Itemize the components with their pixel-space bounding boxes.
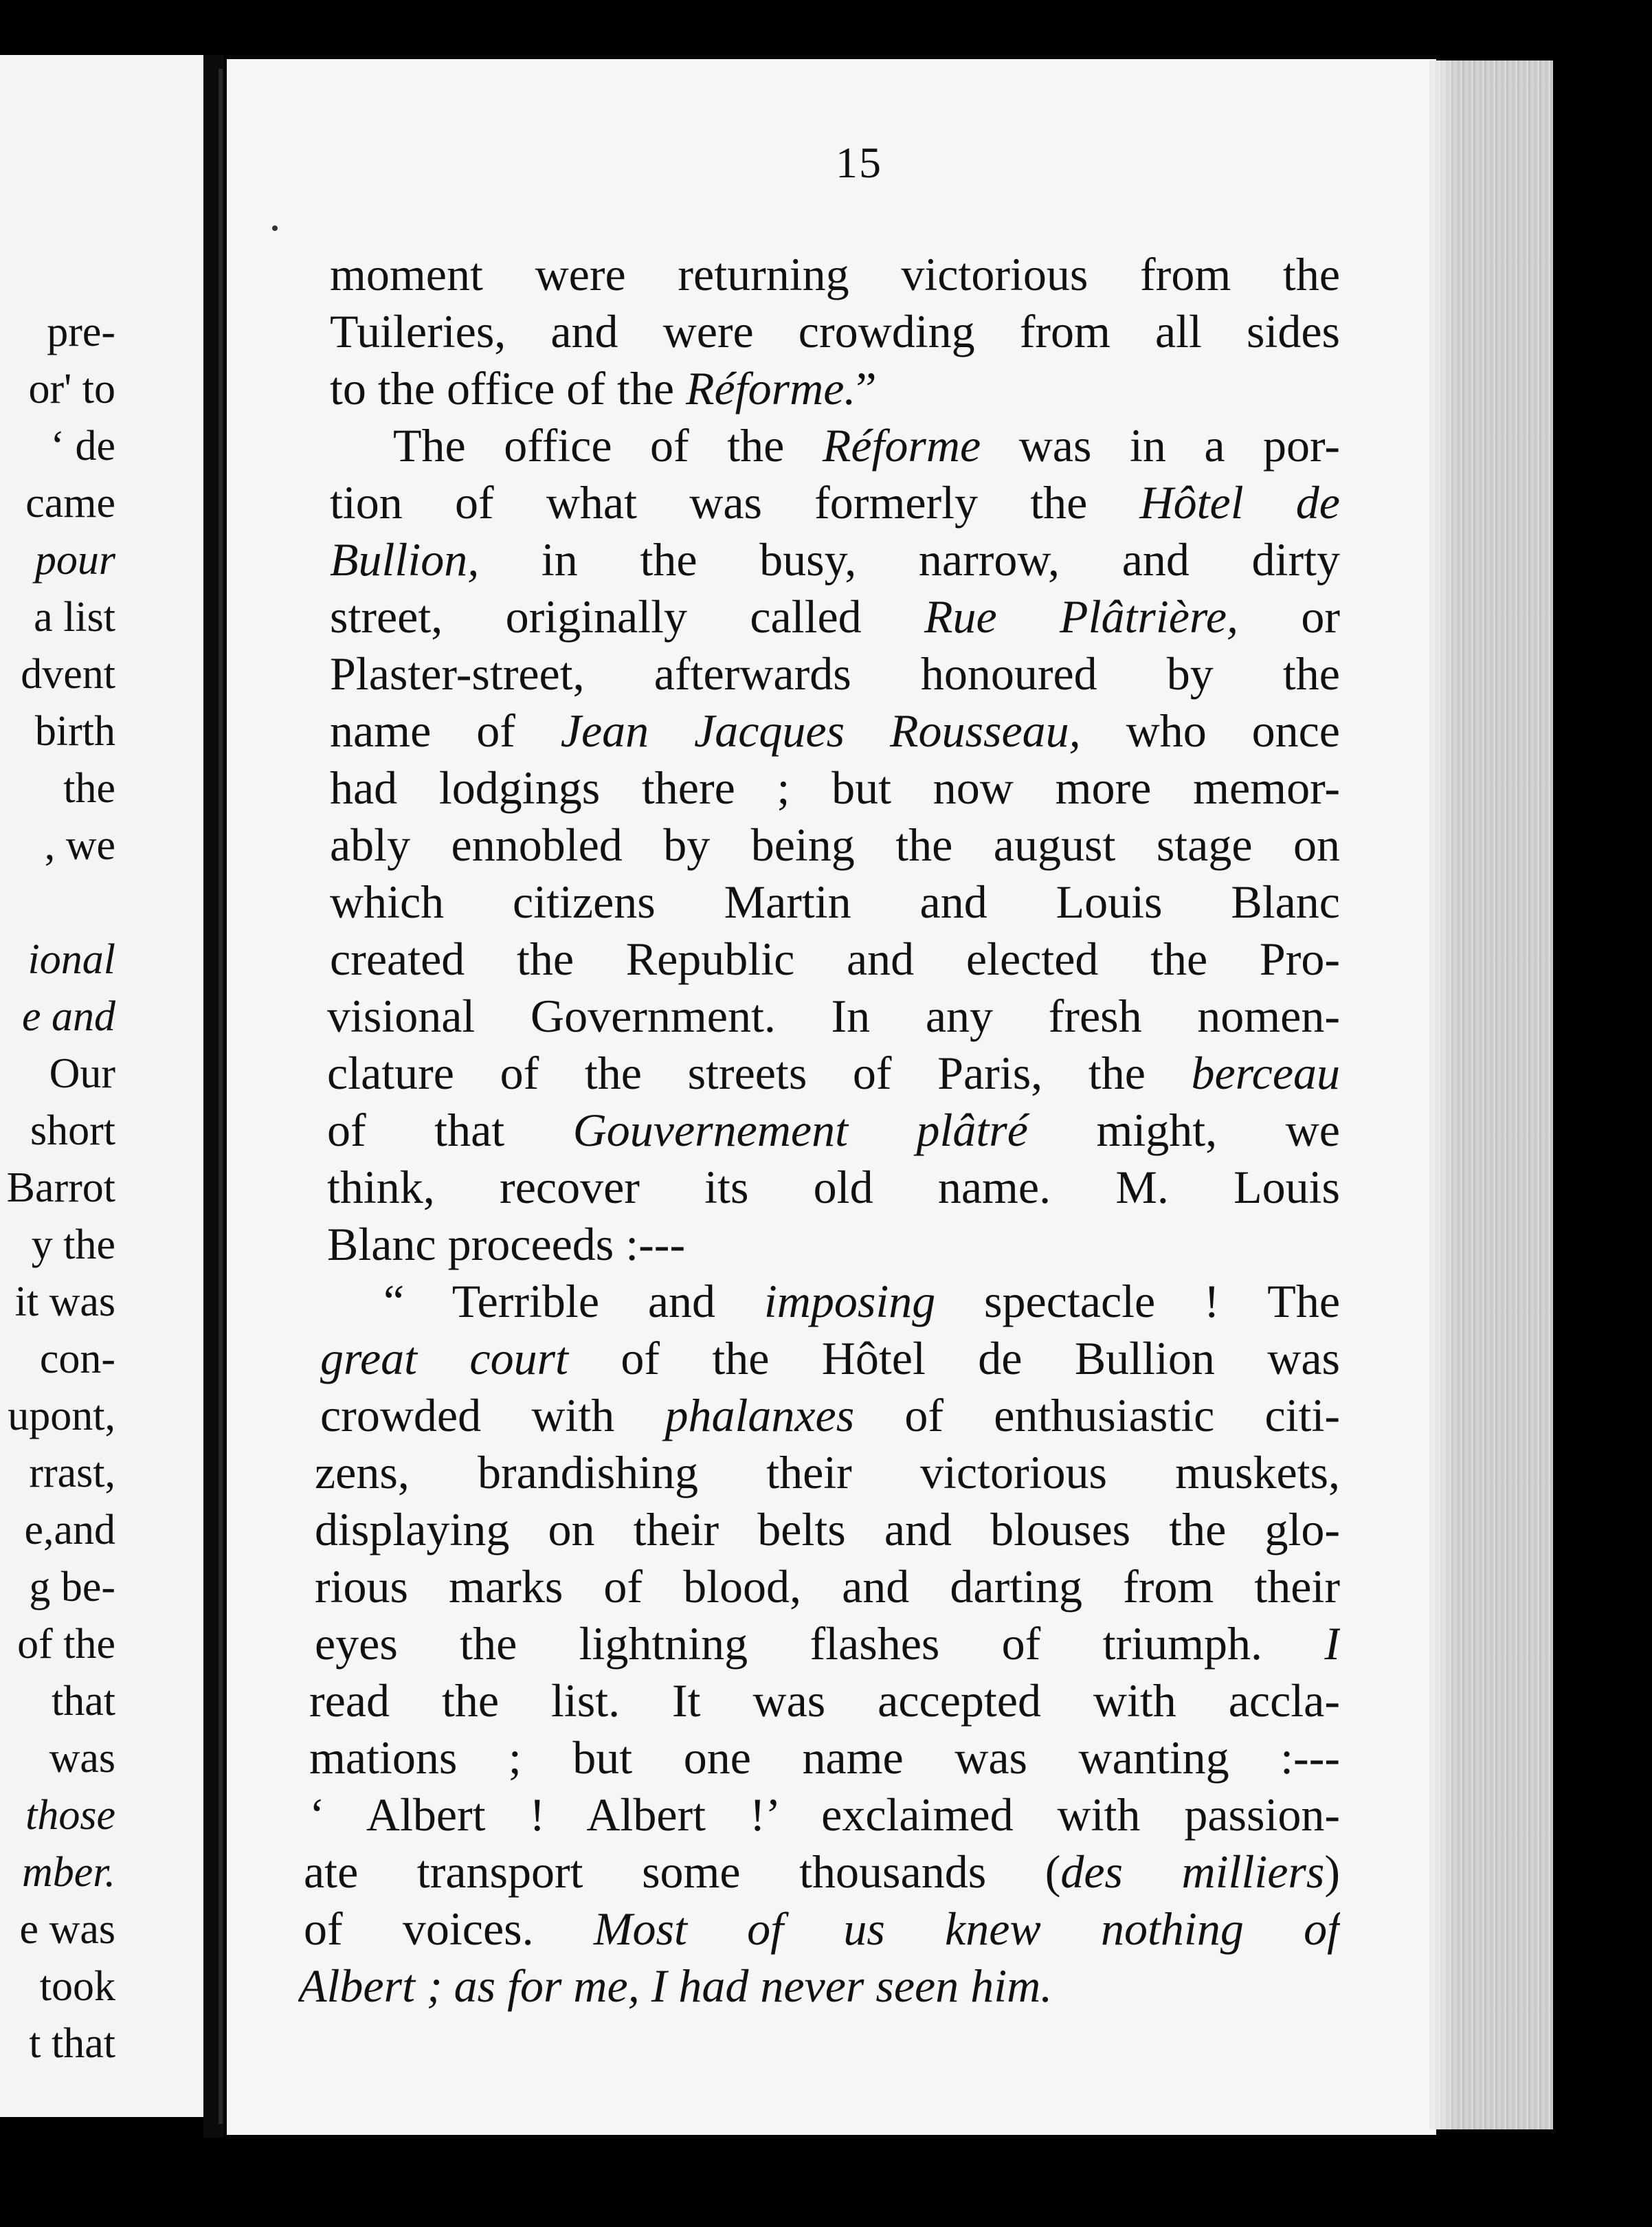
roman-text: eyes the lightning flashes of triumph. <box>315 1617 1325 1670</box>
roman-text: name of <box>330 705 561 757</box>
left-fragment-line: came <box>25 480 115 527</box>
left-fragment-line: took <box>39 1963 115 2010</box>
italic-text: des milliers <box>1060 1846 1325 1898</box>
roman-text: who once <box>1080 705 1340 757</box>
roman-text: had lodgings there ; but now more memor- <box>330 762 1340 814</box>
text-line <box>330 760 1340 817</box>
left-fragment-line: was <box>49 1735 115 1782</box>
roman-text: The office of the <box>393 419 823 472</box>
left-fragment-line: or' to <box>28 366 115 412</box>
left-fragment-line: those <box>25 1792 115 1839</box>
left-fragment-line: dvent <box>21 651 115 698</box>
text-line <box>330 931 1340 988</box>
roman-text: was in a por- <box>981 419 1340 472</box>
left-fragment-line: upont, <box>8 1393 115 1439</box>
roman-text: in the busy, narrow, and dirty <box>479 533 1340 586</box>
text-line <box>298 1958 1340 2015</box>
roman-text: ably ennobled by being the august stage on <box>330 819 1340 871</box>
roman-text: spectacle ! The <box>935 1275 1340 1327</box>
left-fragment-line: e and <box>21 993 115 1040</box>
left-fragment-line: Barrot <box>6 1164 115 1211</box>
text-line <box>327 1216 1340 1273</box>
left-fragment-line: pre- <box>47 309 115 355</box>
left-fragment-line: that <box>52 1678 115 1725</box>
roman-text: of enthusiastic citi- <box>854 1389 1340 1441</box>
italic-text: great court <box>320 1332 568 1384</box>
left-fragment-line: short <box>30 1107 115 1154</box>
roman-text: Tuileries, and were crowding from all sides <box>330 305 1340 357</box>
left-fragment-line: ‘ de <box>50 423 115 469</box>
left-fragment-line: , we <box>44 822 115 869</box>
text-line <box>330 303 1340 360</box>
left-fragment-line: pour <box>34 537 115 584</box>
text-line <box>320 1330 1340 1387</box>
left-fragment-line: the <box>63 765 115 812</box>
text-line <box>309 1672 1340 1729</box>
roman-text: mations ; but one name was wanting :--- <box>309 1731 1340 1784</box>
roman-text: ) <box>1324 1846 1340 1898</box>
roman-text: Blanc proceeds :--- <box>327 1218 686 1270</box>
text-line <box>330 645 1340 702</box>
text-line <box>327 1102 1340 1159</box>
left-fragment-line: e was <box>19 1906 115 1953</box>
roman-text: created the Republic and elected the Pro- <box>330 933 1340 985</box>
left-fragment-line: con- <box>39 1336 115 1382</box>
italic-text: phalanxes <box>665 1389 855 1441</box>
roman-text: or <box>1238 590 1340 643</box>
roman-text: zens, brandishing their victorious muskets, <box>315 1446 1340 1498</box>
left-page-text-fragments <box>0 304 115 2072</box>
italic-text: Réforme. <box>686 362 856 414</box>
text-line <box>330 360 1340 417</box>
left-fragment-line: ional <box>27 936 115 983</box>
roman-text: displaying on their belts and blouses the glo- <box>315 1503 1340 1555</box>
italic-text: Albert ; as for me, I had never seen him. <box>298 1960 1053 2012</box>
roman-text: visional Government. In any fresh nomen- <box>327 990 1340 1042</box>
roman-text: to the office of the <box>330 362 687 414</box>
text-line <box>320 1273 1340 1330</box>
text-line <box>330 246 1340 303</box>
roman-text: of the Hôtel de Bullion was <box>568 1332 1340 1384</box>
italic-text: I <box>1324 1617 1340 1670</box>
text-line <box>304 1901 1340 1958</box>
italic-text: imposing <box>763 1275 936 1327</box>
roman-text: ‘ Albert ! Albert !’ exclaimed with passion- <box>309 1788 1340 1841</box>
text-line <box>327 1045 1340 1102</box>
roman-text: moment were returning victorious from the <box>330 248 1340 300</box>
text-line <box>330 817 1340 874</box>
text-line <box>330 702 1340 760</box>
text-line <box>330 417 1340 474</box>
roman-text: street, originally called <box>330 590 924 643</box>
left-fragment-line: rrast, <box>29 1450 115 1496</box>
roman-text: “ Terrible and <box>383 1275 764 1327</box>
left-fragment-line: birth <box>34 708 115 755</box>
roman-text: rious marks of blood, and darting from their <box>315 1560 1340 1613</box>
text-line <box>330 474 1340 531</box>
italic-text: Most of us knew nothing of <box>593 1903 1340 1955</box>
left-fragment-line <box>0 874 115 931</box>
italic-text: Réforme <box>822 419 981 472</box>
text-line <box>327 988 1340 1045</box>
text-line <box>315 1444 1340 1501</box>
italic-text: Gouvernement plâtré <box>572 1104 1028 1156</box>
body-text <box>298 246 1340 2015</box>
italic-text: Hôtel de <box>1139 476 1340 529</box>
left-fragment-line: y the <box>31 1221 115 1268</box>
roman-text: tion of what was formerly the <box>330 476 1140 529</box>
italic-text: Rue Plâtrière, <box>924 590 1239 643</box>
italic-text: Bullion, <box>330 533 480 586</box>
left-fragment-line: Our <box>49 1050 115 1097</box>
left-fragment-line: a list <box>34 594 115 641</box>
text-line <box>309 1786 1340 1843</box>
roman-text: read the list. It was accepted with accla- <box>309 1674 1340 1727</box>
text-line <box>330 588 1340 645</box>
left-fragment-line: t that <box>29 2020 115 2067</box>
roman-text: of voices. <box>304 1903 594 1955</box>
text-line <box>315 1615 1340 1672</box>
ink-speck <box>272 225 278 231</box>
text-line <box>315 1501 1340 1558</box>
roman-text: clature of the streets of Paris, the <box>327 1047 1192 1099</box>
italic-text: Jean Jacques Rousseau, <box>560 705 1081 757</box>
left-page <box>0 55 203 2117</box>
roman-text: ate transport some thousands ( <box>304 1846 1061 1898</box>
roman-text: might, we <box>1027 1104 1340 1156</box>
text-line <box>327 1159 1340 1216</box>
text-line <box>320 1387 1340 1444</box>
roman-text: of that <box>327 1104 573 1156</box>
left-fragment-line: of the <box>17 1621 115 1668</box>
left-fragment-line: e,and <box>24 1507 115 1553</box>
roman-text: Plaster-street, afterwards honoured by the <box>330 647 1340 700</box>
text-line <box>330 531 1340 588</box>
left-fragment-line: g be- <box>29 1564 115 1610</box>
roman-text: which citizens Martin and Louis Blanc <box>330 876 1340 928</box>
roman-text: think, recover its old name. M. Louis <box>327 1161 1340 1213</box>
text-line <box>315 1558 1340 1615</box>
gutter-shadow <box>219 69 223 2124</box>
roman-text: crowded with <box>320 1389 665 1441</box>
text-line <box>309 1729 1340 1786</box>
left-fragment-line: mber. <box>21 1849 115 1896</box>
page-number: 15 <box>836 138 882 187</box>
text-line <box>304 1843 1340 1901</box>
text-line <box>330 874 1340 931</box>
left-fragment-line: it was <box>14 1278 115 1325</box>
page-edge-shade <box>1429 60 1457 2129</box>
roman-text: ” <box>856 362 877 414</box>
italic-text: berceau <box>1191 1047 1340 1099</box>
